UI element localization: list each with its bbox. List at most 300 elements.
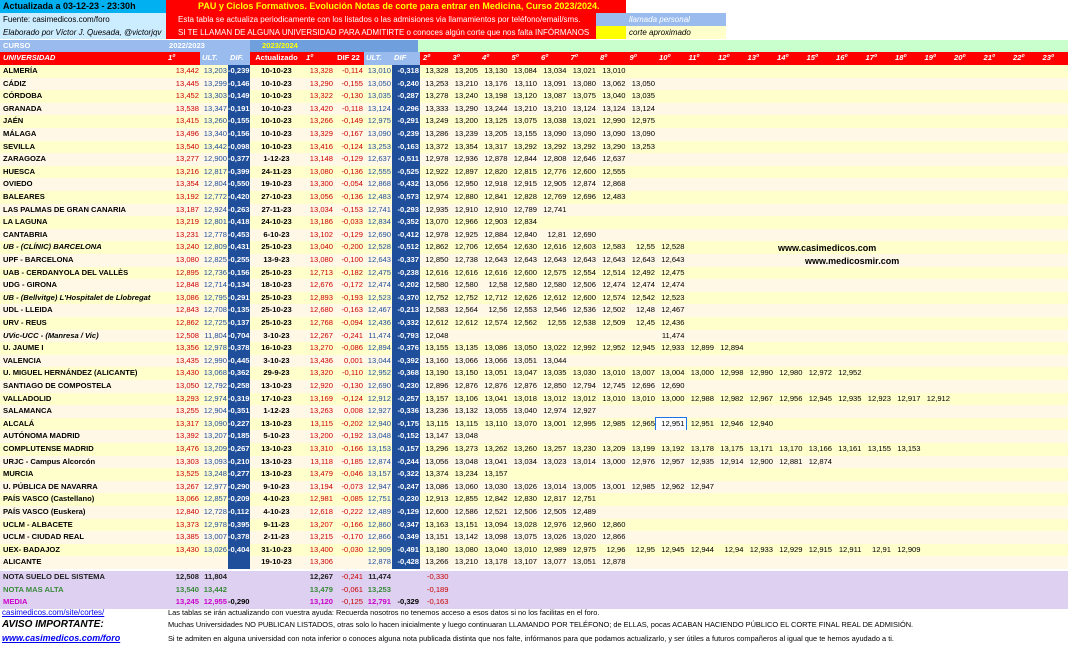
row-call-value: 12,909 xyxy=(897,544,921,554)
row-call-value: 12,555 xyxy=(602,166,626,176)
row-call-value: 12,976 xyxy=(543,519,567,529)
row-dif-cur: -0,152 xyxy=(392,430,420,443)
row-call-value: 13,070 xyxy=(513,418,537,428)
footer-link-foro[interactable]: www.casimedicos.com/foro xyxy=(2,633,121,643)
row-call-value: 12,946 xyxy=(720,418,744,428)
row-universidad: JAÉN xyxy=(3,116,24,126)
header-call-18: 18º xyxy=(892,52,922,65)
summary-first-prev: 13,245 xyxy=(175,597,199,607)
row-ult-prev: 12,728 xyxy=(203,507,227,516)
header-call-10: 10º xyxy=(656,52,686,65)
row-ult-cur: 13,035 xyxy=(367,91,391,101)
footer xyxy=(0,608,1068,647)
row-dif-prev: -0,149 xyxy=(228,90,250,103)
row-first-cur: 12,618 xyxy=(309,507,333,516)
row-dif22: -0,129 xyxy=(341,154,363,164)
row-call-value: 12,874 xyxy=(808,456,832,466)
row-universidad: U. MIGUEL HERNÁNDEZ (ALICANTE) xyxy=(3,368,138,378)
row-ult-cur: 12,436 xyxy=(367,318,391,327)
row-call-value: 12,850 xyxy=(425,255,449,264)
row-call-value: 13,253 xyxy=(631,141,655,151)
row-call-value: 12,574 xyxy=(602,292,626,302)
row-call-value: 12,830 xyxy=(513,494,537,504)
row-call-value: 12,752 xyxy=(425,292,449,302)
row-dif-cur: -0,352 xyxy=(392,216,420,229)
footer-link-cortes[interactable]: casimedicos.com/site/cortes/ xyxy=(2,608,105,617)
row-call-value: 12,935 xyxy=(690,456,714,466)
row-universidad: ALICANTE xyxy=(3,557,42,567)
table-row xyxy=(0,393,1068,406)
row-dif22: -0,130 xyxy=(341,91,363,101)
row-call-value: 13,236 xyxy=(425,406,449,416)
row-call-value: 13,124 xyxy=(572,103,596,113)
row-call-value: 12,546 xyxy=(543,305,567,315)
row-call-value: 12,794 xyxy=(572,381,596,390)
summary-first-cur: 13,120 xyxy=(309,597,333,607)
row-universidad: ALCALÁ xyxy=(3,418,35,428)
row-dif22: -0,172 xyxy=(341,280,363,290)
row-call-value: 13,090 xyxy=(602,129,626,138)
row-first-cur: 13,416 xyxy=(309,141,333,151)
row-call-value: 12,905 xyxy=(543,179,567,189)
row-call-value: 13,080 xyxy=(454,544,478,554)
row-call-value: 12,978 xyxy=(425,154,449,164)
row-first-prev xyxy=(166,556,200,569)
row-first-cur: 13,400 xyxy=(309,544,333,554)
row-ult-prev: 12,708 xyxy=(203,305,227,315)
row-dif-cur: -0,244 xyxy=(392,456,420,469)
row-dif-prev: -0,351 xyxy=(228,405,250,418)
row-actualizado: 17-10-23 xyxy=(261,393,292,403)
row-first-prev: 12,840 xyxy=(175,507,199,516)
row-call-value: 12,637 xyxy=(602,154,626,164)
row-ult-prev: 13,299 xyxy=(203,78,227,88)
row-call-value: 12,940 xyxy=(749,418,773,428)
row-dif-prev: -0,418 xyxy=(228,216,250,229)
row-dif22: -0,124 xyxy=(341,141,363,151)
row-dif-cur: -0,511 xyxy=(392,153,420,166)
row-call-value: 13,077 xyxy=(543,557,567,567)
row-call-value: 12,616 xyxy=(425,267,449,277)
row-dif-cur: -0,428 xyxy=(392,556,420,569)
row-call-value: 12,583 xyxy=(425,305,449,315)
row-first-prev: 13,303 xyxy=(175,456,199,466)
row-dif-cur: -0,318 xyxy=(392,65,420,78)
row-ult-prev: 13,203 xyxy=(203,66,227,75)
row-ult-cur: 12,940 xyxy=(367,418,391,428)
row-dif-prev: -0,210 xyxy=(228,456,250,469)
row-first-cur: 13,200 xyxy=(309,431,333,441)
row-call-value: 12,492 xyxy=(631,267,655,277)
header-dif-prev: DIF. xyxy=(228,52,250,65)
row-dif-cur: -0,230 xyxy=(392,380,420,393)
row-call-value: 12,502 xyxy=(602,305,626,315)
row-call-value: 12,855 xyxy=(454,494,478,504)
row-call-value: 12,712 xyxy=(484,292,508,302)
row-call-value: 12,55 xyxy=(635,242,655,252)
header-call-7: 7º xyxy=(568,52,598,65)
row-call-value: 12,475 xyxy=(661,267,685,277)
header-ult-prev: ULT. xyxy=(200,52,228,65)
row-dif-cur: -0,432 xyxy=(392,178,420,191)
row-call-value: 13,018 xyxy=(513,393,537,403)
row-call-value: 13,199 xyxy=(631,444,655,453)
row-dif-cur: -0,392 xyxy=(392,355,420,368)
header-call-11: 11º xyxy=(686,52,716,65)
row-ult-cur: 13,153 xyxy=(367,444,391,453)
table-row xyxy=(0,418,1068,431)
header-call-20: 20º xyxy=(951,52,981,65)
table-row xyxy=(0,355,1068,368)
footer-note-3: Si te admiten en alguna universidad con nota inferior o conoces alguna nota publicada distinta que nos falte, infórmanos para que podamos actualizarlo, y ser útiles a futuros compañeros al igual que te hemos ayudado a ti. xyxy=(168,634,894,643)
row-call-value: 12,817 xyxy=(543,494,567,504)
header-call-5: 5º xyxy=(509,52,539,65)
table-row xyxy=(0,317,1068,330)
row-universidad: UPF - BARCELONA xyxy=(3,255,74,264)
row-call-value: 13,075 xyxy=(513,532,537,542)
row-call-value: 13,292 xyxy=(513,141,537,151)
row-dif22: -0,193 xyxy=(341,292,363,302)
row-actualizado: 25-10-23 xyxy=(261,318,292,327)
row-first-prev: 13,187 xyxy=(175,204,199,214)
row-ult-cur: 13,090 xyxy=(367,129,391,138)
row-call-value: 12,910 xyxy=(454,204,478,214)
row-call-value: 12,967 xyxy=(749,393,773,403)
table-row xyxy=(0,267,1068,280)
row-call-value: 12,643 xyxy=(513,255,537,264)
row-call-value: 12,951 xyxy=(656,418,686,431)
row-ult-cur: 12,690 xyxy=(367,229,391,239)
row-dif22: -0,073 xyxy=(341,481,363,491)
row-call-value: 12,586 xyxy=(454,507,478,516)
row-dif-prev: -0,445 xyxy=(228,355,250,368)
row-call-value: 13,005 xyxy=(572,481,596,491)
row-ult-prev: 13,068 xyxy=(203,368,227,378)
row-dif-prev: -0,209 xyxy=(228,493,250,506)
row-call-value: 12,55 xyxy=(547,318,567,327)
row-universidad: URJC - Campus Alcorcón xyxy=(3,456,96,466)
row-call-value: 11,474 xyxy=(661,330,685,340)
legend-personal: llamada personal xyxy=(626,13,726,26)
row-call-value: 13,056 xyxy=(425,179,449,189)
row-call-value: 12,45 xyxy=(635,318,655,327)
row-dif22: -0,124 xyxy=(341,393,363,403)
row-ult-prev: 13,303 xyxy=(203,91,227,101)
row-dif-prev: -0,319 xyxy=(228,393,250,406)
row-ult-cur: 12,555 xyxy=(367,166,391,176)
row-dif-prev: -0,378 xyxy=(228,342,250,355)
table-row xyxy=(0,90,1068,103)
row-call-value: 13,014 xyxy=(543,481,567,491)
row-ult-prev: 13,090 xyxy=(203,418,227,428)
row-first-cur: 12,680 xyxy=(309,305,333,315)
row-ult-prev: 13,026 xyxy=(203,544,227,554)
table-row xyxy=(0,405,1068,418)
source-label: Fuente: casimedicos.com/foro xyxy=(0,13,166,26)
row-first-cur: 12,981 xyxy=(309,494,333,504)
table-row xyxy=(0,430,1068,443)
row-call-value xyxy=(627,330,657,343)
row-call-value: 13,115 xyxy=(425,418,449,428)
row-call-value: 13,051 xyxy=(572,557,596,567)
summary-first-cur: 12,267 xyxy=(309,572,333,581)
row-call-value: 12,643 xyxy=(661,255,685,264)
row-first-cur: 13,194 xyxy=(309,481,333,491)
row-call-value: 13,205 xyxy=(484,129,508,138)
row-call-value: 12,995 xyxy=(572,418,596,428)
row-actualizado: 25-10-23 xyxy=(261,267,292,277)
row-ult-cur: 12,878 xyxy=(367,557,391,567)
row-call-value: 12,696 xyxy=(572,192,596,201)
row-dif-prev: -0,258 xyxy=(228,380,250,393)
row-ult-cur: 13,050 xyxy=(367,78,391,88)
row-call-value: 12,630 xyxy=(513,242,537,252)
row-dif-prev: -0,227 xyxy=(228,418,250,431)
row-call-value: 13,209 xyxy=(602,444,626,453)
row-call-value: 12,876 xyxy=(484,381,508,390)
row-call-value: 13,051 xyxy=(513,355,537,365)
row-first-prev: 13,255 xyxy=(175,406,199,416)
row-call-value: 12,933 xyxy=(749,544,773,554)
row-call-value: 12,776 xyxy=(543,166,567,176)
row-call-value: 12,646 xyxy=(572,154,596,164)
row-ult-prev: 12,804 xyxy=(203,179,227,189)
row-call-value: 13,260 xyxy=(513,444,537,453)
row-ult-prev: 13,209 xyxy=(203,444,227,453)
row-dif-prev: -0,239 xyxy=(228,65,250,78)
row-call-value: 12,528 xyxy=(661,242,685,252)
row-dif22: -0,114 xyxy=(342,66,363,75)
row-ult-prev: 12,795 xyxy=(203,292,227,302)
row-first-cur: 13,420 xyxy=(309,103,333,113)
row-dif22: -0,166 xyxy=(341,519,363,529)
watermark-casimedicos: www.casimedicos.com xyxy=(778,243,877,253)
row-dif-prev: -0,146 xyxy=(228,78,250,91)
row-actualizado: 24-10-23 xyxy=(261,217,292,227)
row-ult-cur: 13,124 xyxy=(367,103,391,113)
row-ult-prev: 13,093 xyxy=(203,456,227,466)
row-first-prev: 12,862 xyxy=(175,318,199,327)
summary-dif-prev xyxy=(228,584,250,597)
row-actualizado: 5-10-23 xyxy=(263,431,290,441)
row-call-value: 13,110 xyxy=(514,78,537,88)
row-call-value: 13,147 xyxy=(425,431,449,441)
row-call-value: 12,978 xyxy=(425,229,449,239)
table-row xyxy=(0,229,1068,242)
row-ult-prev: 13,260 xyxy=(203,116,227,126)
row-first-prev: 13,525 xyxy=(175,469,199,479)
row-call-value: 13,170 xyxy=(779,444,803,453)
row-call-value: 12,574 xyxy=(484,318,508,327)
row-universidad: MURCIA xyxy=(3,469,34,479)
row-call-value: 13,190 xyxy=(425,368,449,378)
row-call-value: 12,975 xyxy=(572,544,596,554)
row-first-prev: 13,415 xyxy=(175,116,199,126)
row-dif22: -0,185 xyxy=(341,456,363,466)
row-ult-prev: 13,207 xyxy=(203,431,227,441)
row-first-cur: 13,034 xyxy=(309,204,333,214)
row-call-value: 13,084 xyxy=(513,66,537,75)
row-dif-prev: -0,704 xyxy=(228,330,250,343)
row-call-value: 13,286 xyxy=(425,129,449,138)
table-row xyxy=(0,330,1068,343)
row-universidad: MÁLAGA xyxy=(3,129,37,138)
row-call-value: 12,81 xyxy=(547,229,567,239)
row-call-value: 13,010 xyxy=(631,393,655,403)
row-call-value: 13,041 xyxy=(484,456,508,466)
summary-ult-cur: 11,474 xyxy=(368,572,391,581)
row-call-value: 12,752 xyxy=(454,292,478,302)
row-call-value: 12,553 xyxy=(513,305,537,315)
row-first-cur: 12,267 xyxy=(309,330,333,340)
summary-dif22: -0,241 xyxy=(341,572,363,581)
row-call-value: 12,521 xyxy=(484,507,508,516)
row-dif22: -0,094 xyxy=(341,318,363,327)
row-call-value: 13,374 xyxy=(425,469,449,479)
table-row xyxy=(0,178,1068,191)
row-first-prev: 12,895 xyxy=(175,267,199,277)
row-dif22: 0,008 xyxy=(343,406,363,416)
row-call-value: 12,947 xyxy=(690,481,714,491)
row-call-value: 12,840 xyxy=(513,229,537,239)
row-universidad: SALAMANCA xyxy=(3,406,52,416)
row-dif-cur: -0,349 xyxy=(392,531,420,544)
row-call-value: 12,616 xyxy=(543,242,567,252)
row-dif-cur: -0,573 xyxy=(392,191,420,204)
row-first-prev: 13,231 xyxy=(175,229,199,239)
row-call-value: 12,894 xyxy=(720,343,744,353)
row-dif-cur: -0,337 xyxy=(392,254,420,267)
row-call-value: 12,575 xyxy=(543,267,567,277)
header-call-23: 23º xyxy=(1040,52,1068,65)
banner-title: PAU y Ciclos Formativos. Evolución Notas de corte para entrar en Medicina, Curso 2023/2024. xyxy=(198,1,600,11)
row-dif22: -0,200 xyxy=(341,242,363,252)
row-call-value: 13,296 xyxy=(425,444,449,453)
header-first-cur: 1º xyxy=(304,52,334,65)
summary-row xyxy=(0,571,1068,584)
row-call-value: 12,966 xyxy=(454,217,478,227)
table-row xyxy=(0,141,1068,154)
row-universidad: UCLM - ALBACETE xyxy=(3,519,73,529)
table-row xyxy=(0,493,1068,506)
row-universidad: ZARAGOZA xyxy=(3,154,47,164)
row-ult-cur: 12,952 xyxy=(367,368,391,378)
table-row xyxy=(0,443,1068,456)
row-call-value: 13,040 xyxy=(602,91,626,101)
table-row xyxy=(0,468,1068,481)
row-ult-prev: 12,772 xyxy=(203,192,227,201)
row-call-value: 12,751 xyxy=(572,494,596,504)
row-call-value: 12,866 xyxy=(602,532,626,542)
row-dif-prev: -0,291 xyxy=(228,292,250,305)
row-first-prev: 13,435 xyxy=(175,355,199,365)
row-ult-prev: 13,007 xyxy=(203,532,227,542)
row-call-value: 12,690 xyxy=(572,229,596,239)
header-actualizado: Actualizado xyxy=(250,52,304,65)
row-dif-cur: -0,240 xyxy=(392,78,420,91)
row-dif22: 0,001 xyxy=(343,355,363,365)
row-first-cur: 13,207 xyxy=(309,519,333,529)
row-dif-prev: -0,453 xyxy=(228,229,250,242)
row-ult-cur: 13,048 xyxy=(367,431,391,441)
row-call-value: 12,962 xyxy=(661,481,685,491)
row-universidad: UVic-UCC - (Manresa / Vic) xyxy=(3,330,99,340)
row-call-value: 12,918 xyxy=(484,179,508,189)
row-dif-cur: -0,175 xyxy=(392,418,420,431)
row-call-value: 13,010 xyxy=(602,66,626,75)
row-actualizado: 19-10-23 xyxy=(261,557,292,567)
row-ult-cur: 13,157 xyxy=(367,469,391,479)
row-call-value: 13,066 xyxy=(484,355,508,365)
row-dif22: -0,054 xyxy=(341,179,363,189)
row-call-value: 12,982 xyxy=(720,393,744,403)
row-dif-prev: -0,399 xyxy=(228,166,250,179)
row-dif-prev: -0,156 xyxy=(228,267,250,280)
summary-first-prev: 13,540 xyxy=(175,584,199,594)
table-row xyxy=(0,481,1068,494)
row-call-value: 12,945 xyxy=(631,343,655,353)
row-call-value: 13,080 xyxy=(572,78,596,88)
row-call-value: 13,001 xyxy=(543,418,567,428)
row-dif22: -0,086 xyxy=(341,343,363,353)
row-dif-prev: -0,377 xyxy=(228,153,250,166)
row-call-value: 13,175 xyxy=(720,444,744,453)
summary-dif22: -0,061 xyxy=(341,584,363,594)
row-call-value: 12,96 xyxy=(606,544,626,554)
row-call-value: 13,010 xyxy=(602,393,626,403)
table-row xyxy=(0,304,1068,317)
row-call-value: 12,956 xyxy=(779,393,803,403)
row-ult-cur: 12,528 xyxy=(367,242,391,252)
row-actualizado: 9-11-23 xyxy=(263,519,290,529)
row-first-cur: 13,148 xyxy=(309,154,333,164)
row-actualizado: 1-12-23 xyxy=(263,406,290,416)
row-call-value: 12,972 xyxy=(808,368,832,378)
row-call-value: 13,317 xyxy=(484,141,508,151)
row-ult-cur: 12,868 xyxy=(367,179,391,189)
row-ult-prev: 13,340 xyxy=(203,129,227,138)
header-dif22: DIF 22 xyxy=(334,52,364,65)
row-call-value: 13,012 xyxy=(572,393,596,403)
row-call-value: 12,505 xyxy=(543,507,567,516)
row-first-prev: 13,192 xyxy=(175,192,199,201)
row-universidad: VALENCIA xyxy=(3,355,42,365)
row-call-value: 13,155 xyxy=(425,343,449,353)
row-call-value: 12,603 xyxy=(572,242,596,252)
row-first-prev: 13,476 xyxy=(175,444,199,453)
row-call-value: 13,372 xyxy=(425,141,449,151)
row-call-value: 12,974 xyxy=(425,192,449,201)
row-call-value: 13,004 xyxy=(661,368,685,378)
summary-ult-prev: 13,442 xyxy=(203,584,227,594)
row-call-value: 12,876 xyxy=(454,381,478,390)
row-first-prev: 13,086 xyxy=(175,292,199,302)
row-dif22: -0,136 xyxy=(341,192,363,201)
row-ult-prev: 12,924 xyxy=(203,204,227,214)
row-call-value: 13,021 xyxy=(572,66,596,75)
row-ult-cur: 12,690 xyxy=(367,381,391,390)
row-dif22: -0,110 xyxy=(342,368,363,378)
row-ult-cur: 12,643 xyxy=(367,255,391,264)
row-actualizado: 10-10-23 xyxy=(261,129,292,138)
row-universidad: UDL - LLEIDA xyxy=(3,305,53,315)
row-call-value: 13,075 xyxy=(572,91,596,101)
row-actualizado: 3-10-23 xyxy=(263,330,290,340)
row-actualizado: 10-10-23 xyxy=(261,116,292,126)
row-dif-prev: -0,134 xyxy=(228,279,250,292)
row-dif-cur: -0,157 xyxy=(392,443,420,456)
summary-dif-cur xyxy=(392,584,420,597)
